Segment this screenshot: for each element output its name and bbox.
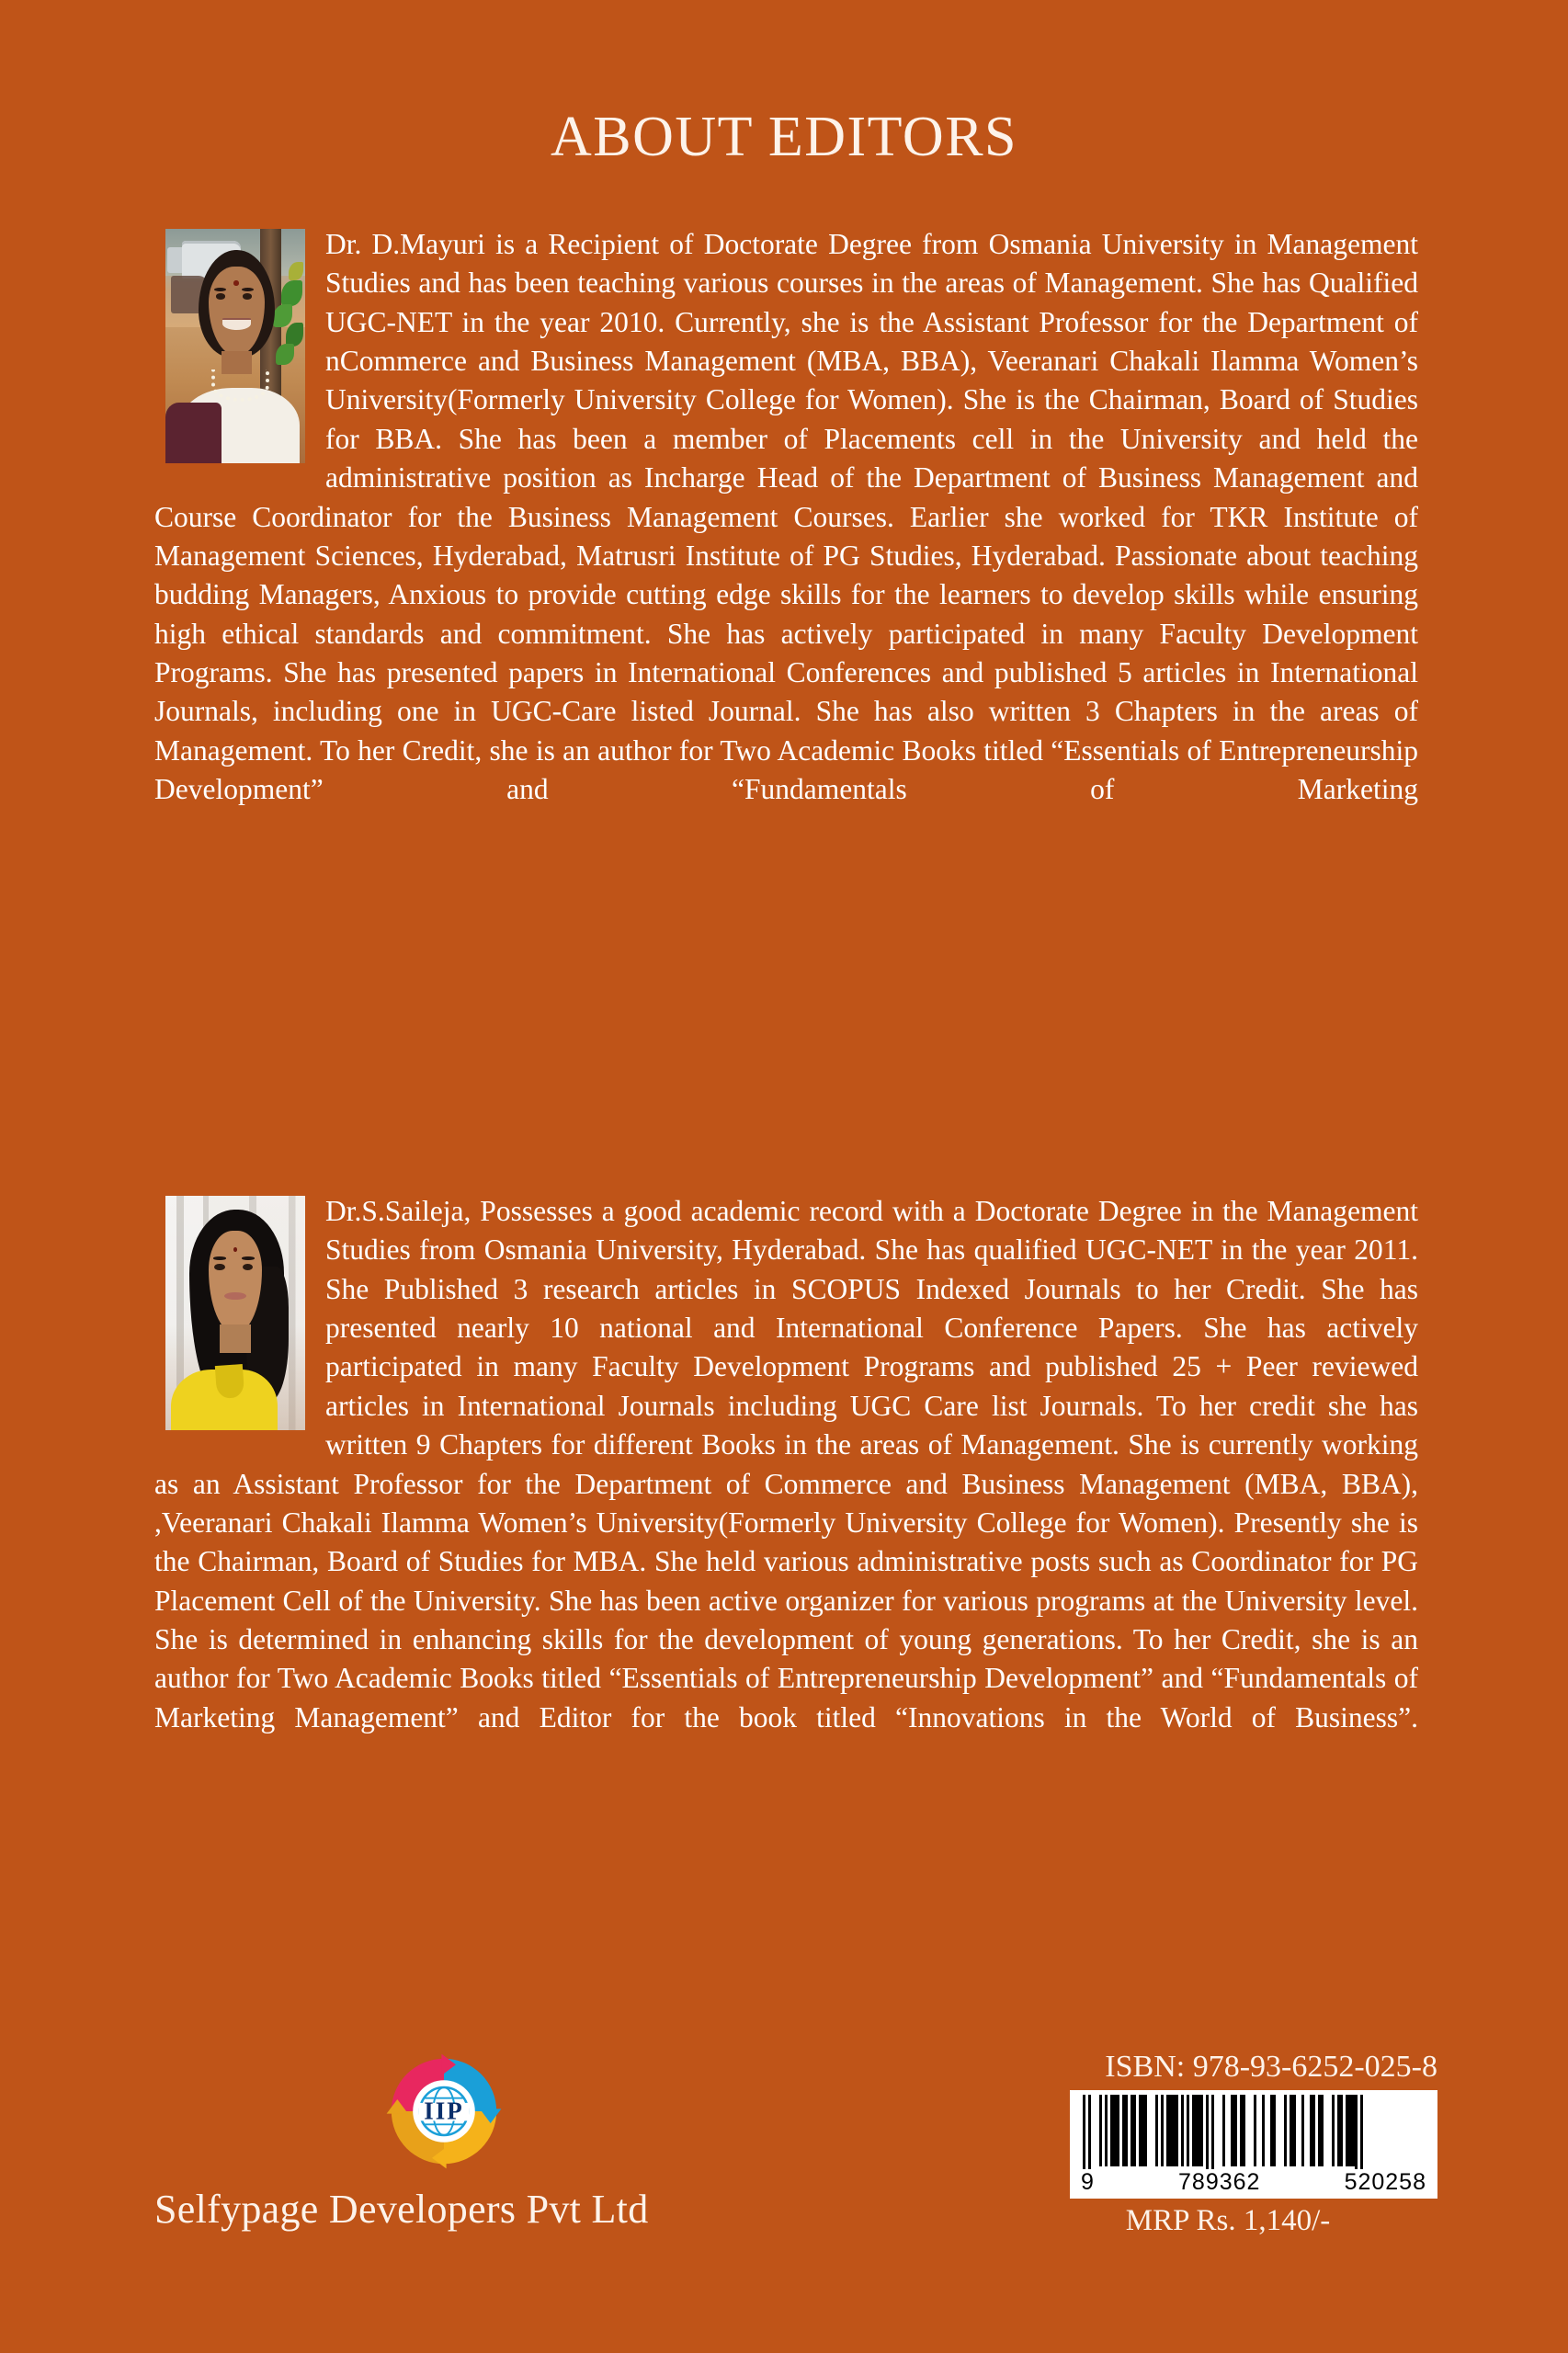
photo2-eye <box>214 1264 224 1270</box>
photo1-eyebrow <box>214 288 226 291</box>
photo2-eyebrow <box>242 1256 255 1260</box>
photo1-blouse <box>165 403 222 463</box>
photo1-eye <box>216 293 226 300</box>
iip-logo-letters: IIP <box>424 2097 464 2125</box>
photo1-leaf <box>281 280 302 306</box>
photo1-leaf <box>273 304 292 328</box>
isbn-area <box>1035 2050 1439 2238</box>
editor-bio-2: Dr.S.Saileja, Possesses a good academic record with a Doctorate Degree in the Management Studies from Osmania University, Hyderabad. She has qualified UGC-NET in the year 2011. She Published 3 research articles in SCOPUS Indexed Journals to her Credit. She has presented nearly 10 national and International Conference Papers. She has actively participated in many Faculty Development Programs and published 25 + Peer reviewed articles in International Journals including UGC Care list Journals. To her credit she has written 9 Chapters for different Books in the areas of Management. She is currently working as an Assistant Professor for the Department of Commerce and Business Management (MBA, BBA), ,Veeranari Chakali Ilamma Women’s University(Formerly University College for Women). Presently she is the Chairman, Board of Studies for MBA. She held various administrative posts such as Coordinator for PG Placement Cell of the University. She has been active organizer for various programs at the University level. She is determined in enhancing skills for the development of young generations. To her Credit, she is an author for Two Academic Books titled “Essentials of Entrepreneurship Development” and “Fundamentals of Marketing Management” and Editor for the book titled “Innovations in the World of Business”. <box>154 1195 1418 1733</box>
editor-photo-1 <box>165 229 305 463</box>
photo1-eyebrow <box>242 288 254 291</box>
photo1-bindi <box>233 280 238 286</box>
iip-publisher-logo <box>384 2052 504 2171</box>
barcode-digit-group-right: 520258 <box>1344 2169 1426 2195</box>
editor-block-2 <box>154 1192 1418 1776</box>
publisher-name: Selfypage Developers Pvt Ltd <box>154 2187 649 2232</box>
photo1-eye <box>243 293 253 300</box>
editor-block-1 <box>154 225 1418 848</box>
editor-bio-1: Dr. D.Mayuri is a Recipient of Doctorate Degree from Osmania University in Management Studies and has been teaching various courses in the areas of Management. She has Qualified UGC-NET in the year 2010. Currently, she is the Assistant Professor for the Department of nCommerce and Business Management (MBA, BBA), Veeranari Chakali Ilamma Women’s University(Formerly University College for Women). She is the Chairman, Board of Studies for BBA. She has been a member of Placements cell in the University and held the administrative position as Incharge Head of the Department of Business Management and Course Coordinator for the Business Management Courses. Earlier she worked for TKR Institute of Management Sciences, Hyderabad, Matrusri Institute of PG Studies, Hyderabad. Passionate about teaching budding Managers, Anxious to provide cutting edge skills for the learners to develop skills while ensuring high ethical standards and commitment. She has actively participated in many Faculty Development Programs. She has presented papers in International Conferences and published 5 articles in International Journals, including one in UGC-Care listed Journal. She has also written 3 Chapters in the areas of Management. To her Credit, she is an author for Two Academic Books titled “Essentials of Entrepreneurship Development” and “Fundamentals of Marketing <box>154 228 1418 806</box>
editor-photo-2 <box>165 1196 305 1430</box>
photo2-collar <box>215 1364 245 1399</box>
barcode-bars <box>1083 2095 1425 2166</box>
isbn-barcode <box>1070 2090 1437 2199</box>
photo2-lips <box>224 1292 246 1300</box>
mrp-label: MRP Rs. 1,140/- <box>1125 2204 1331 2237</box>
isbn-label: ISBN: 978-93-6252-025-8 <box>1105 2050 1437 2084</box>
footer <box>0 2050 1568 2353</box>
barcode-digit-group-left: 9 <box>1081 2169 1095 2195</box>
barcode-digit-group-mid: 789362 <box>1178 2169 1261 2195</box>
photo1-leaf <box>289 262 304 280</box>
photo2-eyebrow <box>213 1256 226 1260</box>
photo2-neck <box>220 1324 250 1353</box>
barcode-digits <box>1077 2169 1430 2196</box>
page-title: ABOUT EDITORS <box>550 106 1018 168</box>
photo1-necklace <box>211 369 269 402</box>
photo2-eye <box>243 1264 253 1270</box>
